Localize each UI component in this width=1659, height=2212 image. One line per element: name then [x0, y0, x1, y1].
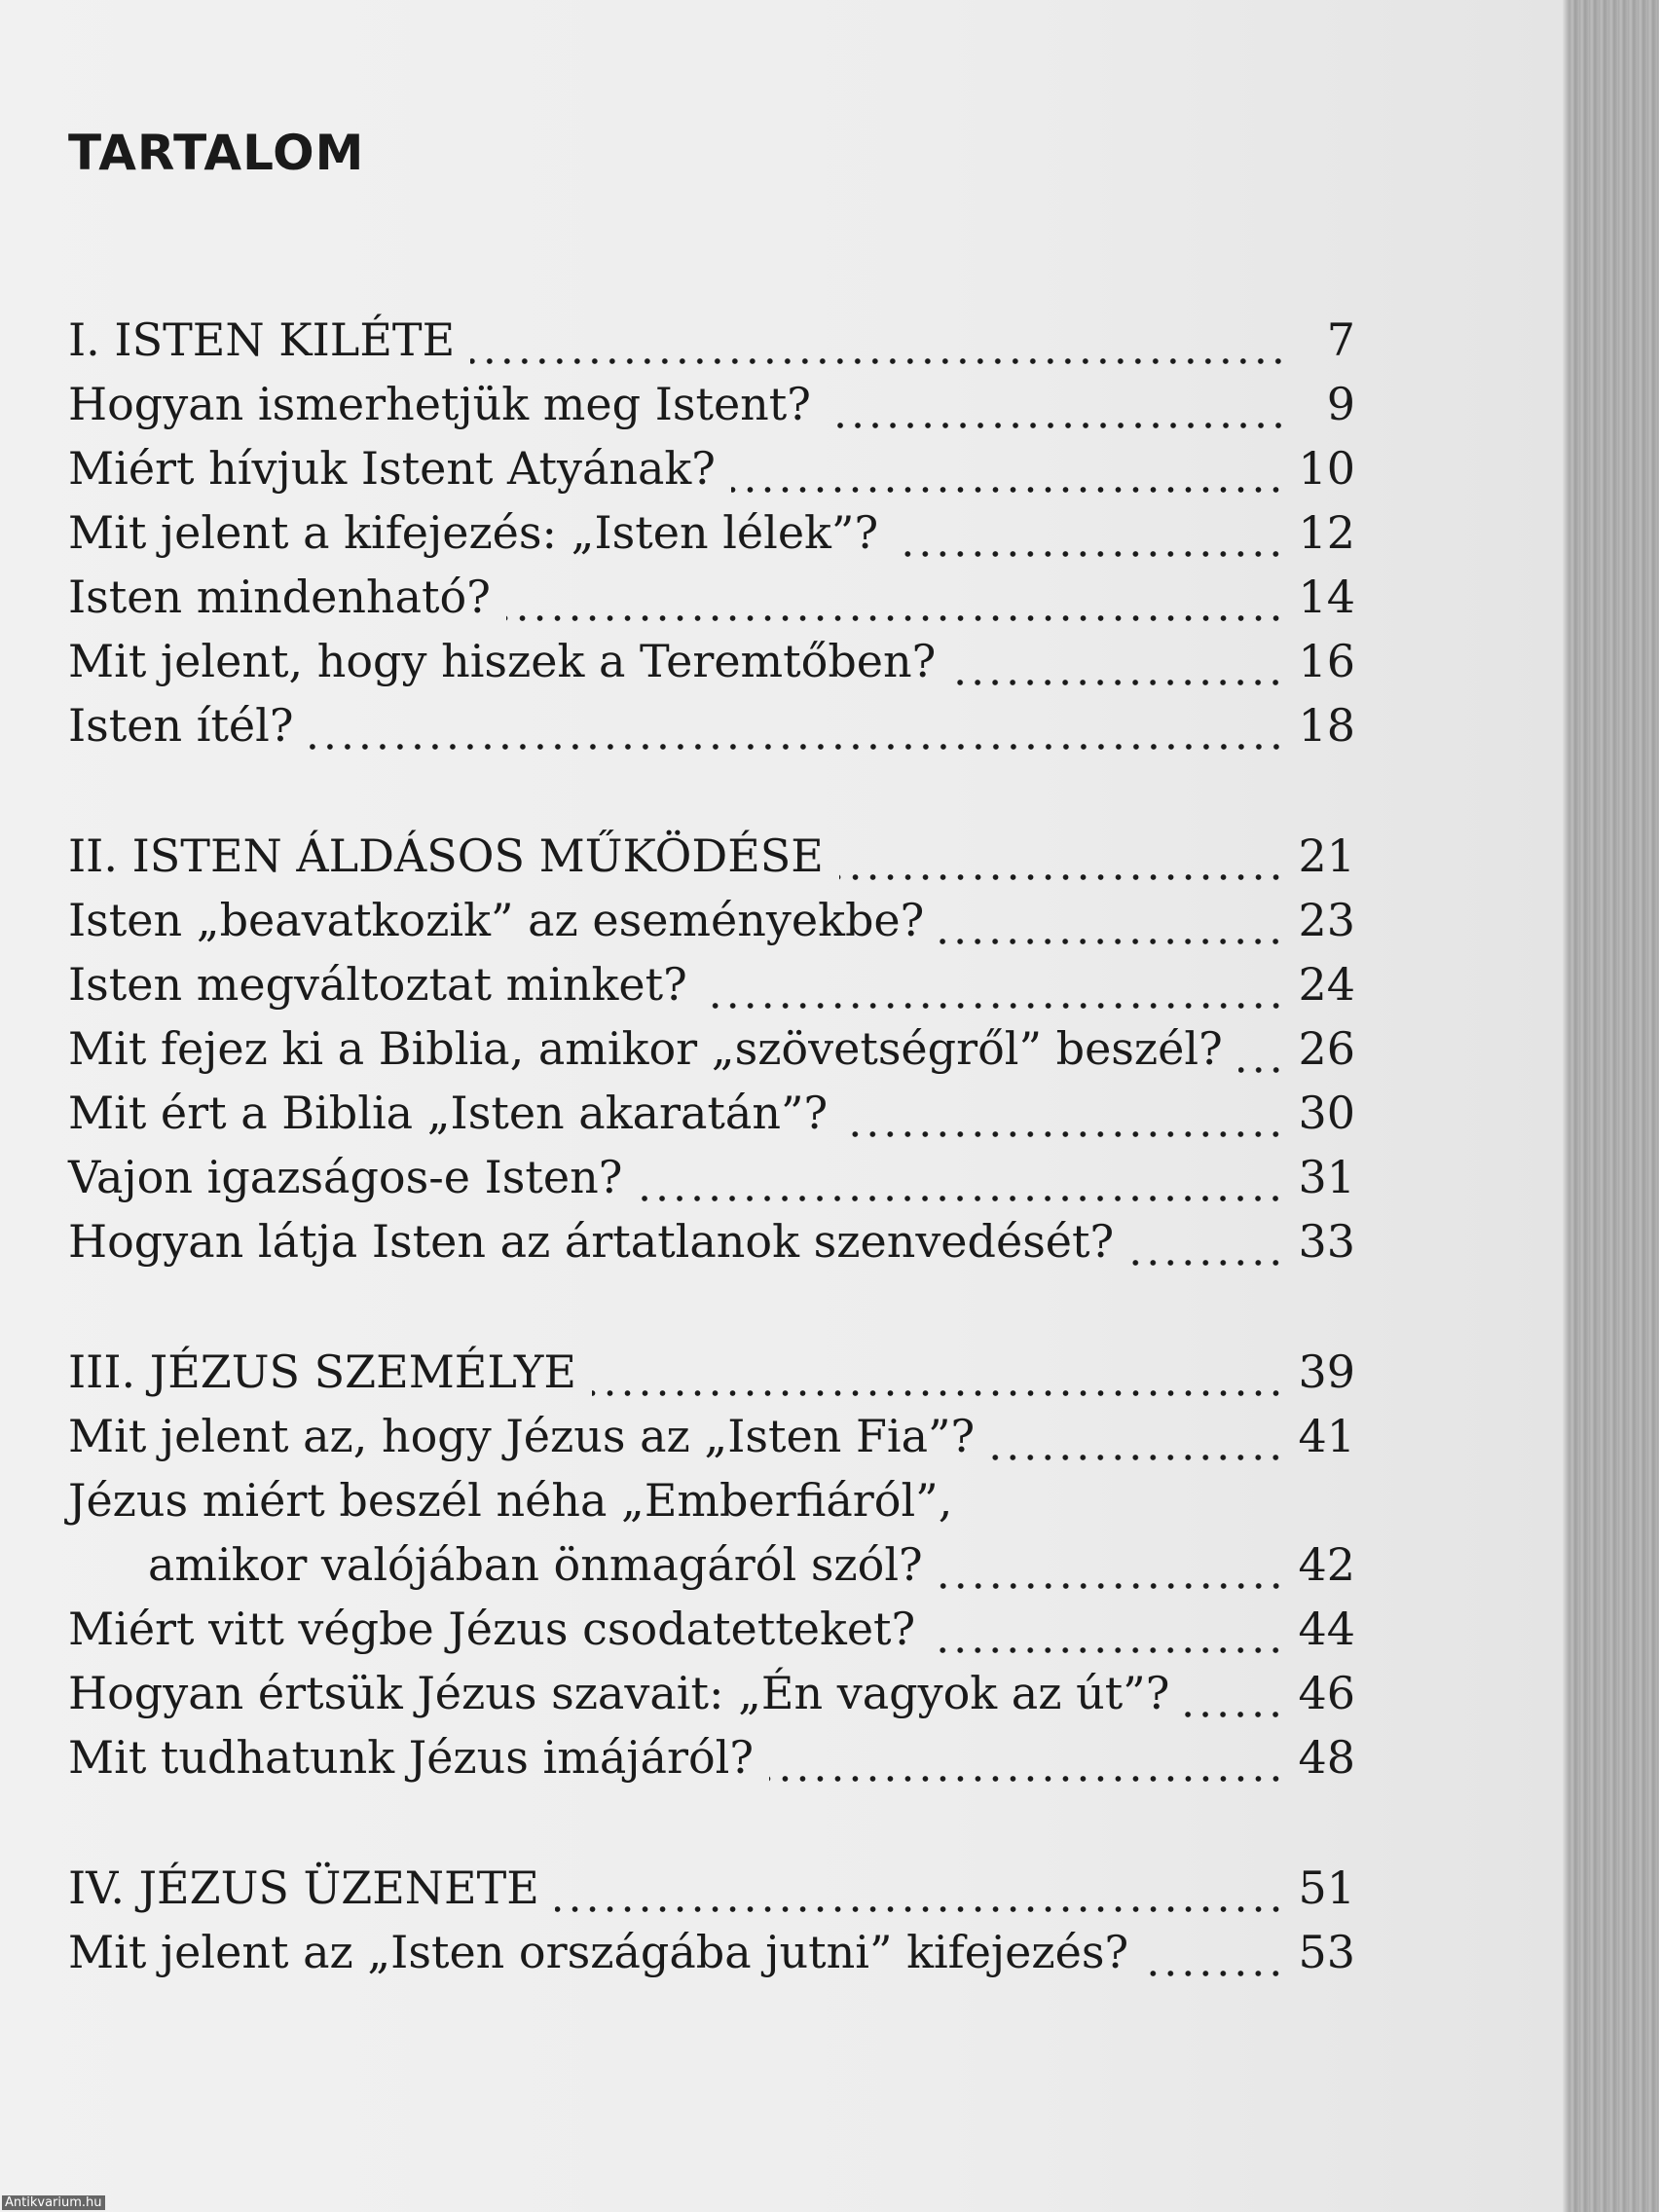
toc-entry-chapter-2 — [68, 830, 1355, 894]
dot-leader — [592, 1390, 1285, 1396]
toc-entry-page: 44 — [1298, 1603, 1355, 1655]
toc-entry — [68, 958, 1355, 1022]
toc-entry — [68, 1667, 1355, 1731]
dot-leader — [894, 551, 1284, 557]
toc-entry-title: Isten ítél? — [68, 699, 294, 752]
dot-leader — [1144, 1971, 1284, 1976]
dot-leader — [310, 744, 1285, 750]
toc-entry — [68, 506, 1355, 571]
toc-entry-page: 18 — [1298, 699, 1355, 752]
dot-leader — [843, 1131, 1284, 1137]
dot-leader — [1185, 1712, 1284, 1717]
toc-entry — [68, 1926, 1355, 1990]
dot-leader — [939, 1583, 1285, 1589]
toc-entry-page: 51 — [1298, 1862, 1355, 1914]
toc-entry — [68, 442, 1355, 506]
toc-entry-page: 7 — [1326, 313, 1355, 366]
toc-entry-page: 46 — [1298, 1667, 1355, 1719]
toc-entry-page: 26 — [1298, 1022, 1355, 1075]
toc-entry-title: Mit jelent a kifejezés: „Isten lélek”? — [68, 506, 879, 559]
toc-entry-page: 16 — [1298, 635, 1355, 687]
toc-entry-title: Hogyan ismerhetjük meg Istent? — [68, 378, 811, 430]
toc-entry-page: 41 — [1298, 1410, 1355, 1462]
toc-entry-title: Mit jelent, hogy hiszek a Teremtőben? — [68, 635, 937, 687]
toc-entry-page: 24 — [1298, 958, 1355, 1011]
toc-entry-chapter-1 — [68, 313, 1355, 378]
dot-leader — [951, 680, 1284, 685]
toc-entry-title: Hogyan látja Isten az ártatlanok szenvedését? — [68, 1215, 1115, 1268]
toc-entry — [68, 1087, 1355, 1151]
toc-entry-page: 30 — [1298, 1087, 1355, 1139]
toc-entry-chapter-3 — [68, 1346, 1355, 1410]
dot-leader — [1238, 1067, 1285, 1073]
dot-leader — [827, 423, 1287, 428]
toc-entry-page: 14 — [1298, 571, 1355, 623]
dot-leader — [1129, 1260, 1284, 1266]
dot-leader — [769, 1776, 1284, 1782]
toc-entry-page: 42 — [1298, 1538, 1355, 1591]
toc-entry — [68, 378, 1355, 442]
toc-entry-page: 10 — [1298, 442, 1355, 495]
toc-entry-page: 9 — [1326, 378, 1355, 430]
toc-entry-title: IV. JÉZUS ÜZENETE — [68, 1862, 539, 1914]
toc-entry-continuation — [148, 1538, 1355, 1603]
toc-entry-title: Isten „beavatkozik” az eseményekbe? — [68, 894, 925, 946]
toc-entry — [68, 1151, 1355, 1215]
toc-entry-title: Miért hívjuk Istent Atyának? — [68, 442, 716, 495]
toc-entry — [68, 1022, 1355, 1087]
toc-entry-page: 21 — [1298, 830, 1355, 882]
toc-entry-first-line: Jézus miért beszél néha „Emberfiáról”, — [68, 1474, 953, 1527]
toc-entry-page: 39 — [1298, 1346, 1355, 1398]
dot-leader — [839, 874, 1285, 880]
toc-entry-title: Isten megváltoztat minket? — [68, 958, 687, 1011]
toc-entry-page: 33 — [1298, 1215, 1355, 1268]
toc-entry — [68, 1603, 1355, 1667]
toc-entry-title: III. JÉZUS SZEMÉLYE — [68, 1346, 576, 1398]
dot-leader — [940, 939, 1284, 944]
toc-entry — [68, 571, 1355, 635]
toc-entry-title: Mit ért a Biblia „Isten akaratán”? — [68, 1087, 829, 1139]
toc-heading: TARTALOM — [68, 125, 365, 181]
dot-leader — [638, 1196, 1284, 1201]
dot-leader — [703, 1003, 1285, 1009]
toc-entry-page: 31 — [1298, 1151, 1355, 1203]
toc-entry-page: 23 — [1298, 894, 1355, 946]
toc-entry-page: 48 — [1298, 1731, 1355, 1784]
watermark: Antikvarium.hu — [2, 2195, 105, 2210]
toc-entry-title: amikor valójában önmagáról szól? — [148, 1538, 923, 1591]
dot-leader — [470, 358, 1287, 364]
toc-entry-title: II. ISTEN ÁLDÁSOS MŰKÖDÉSE — [68, 830, 824, 882]
toc-entry-title: Mit jelent az „Isten országába jutni” kifejezés? — [68, 1926, 1129, 1978]
dot-leader — [931, 1647, 1284, 1653]
toc-entry — [68, 699, 1355, 763]
toc-entry — [68, 894, 1355, 958]
toc-entry — [68, 635, 1355, 699]
toc-entry-title: Mit jelent az, hogy Jézus az „Isten Fia”? — [68, 1410, 976, 1462]
toc-entry-title: Mit fejez ki a Biblia, amikor „szövetségről” beszél? — [68, 1022, 1223, 1075]
dot-leader — [990, 1455, 1284, 1460]
toc-entry-page: 12 — [1298, 506, 1355, 559]
page-stack-edge — [1569, 0, 1659, 2212]
toc-entry — [68, 1731, 1355, 1795]
toc-entry — [68, 1410, 1355, 1474]
toc-entry-title: Mit tudhatunk Jézus imájáról? — [68, 1731, 755, 1784]
toc-entry-title: I. ISTEN KILÉTE — [68, 313, 456, 366]
toc-entry-page: 53 — [1298, 1926, 1355, 1978]
dot-leader — [506, 615, 1285, 621]
toc-entry — [68, 1215, 1355, 1279]
dot-leader — [555, 1906, 1285, 1912]
toc-entry-chapter-4 — [68, 1862, 1355, 1926]
toc-entry-title: Miért vitt végbe Jézus csodatetteket? — [68, 1603, 916, 1655]
toc-entry-title: Vajon igazságos-e Isten? — [68, 1151, 623, 1203]
toc-entry-title: Isten mindenható? — [68, 571, 491, 623]
dot-leader — [731, 487, 1284, 493]
toc-entry-title: Hogyan értsük Jézus szavait: „Én vagyok az út”? — [68, 1667, 1170, 1719]
